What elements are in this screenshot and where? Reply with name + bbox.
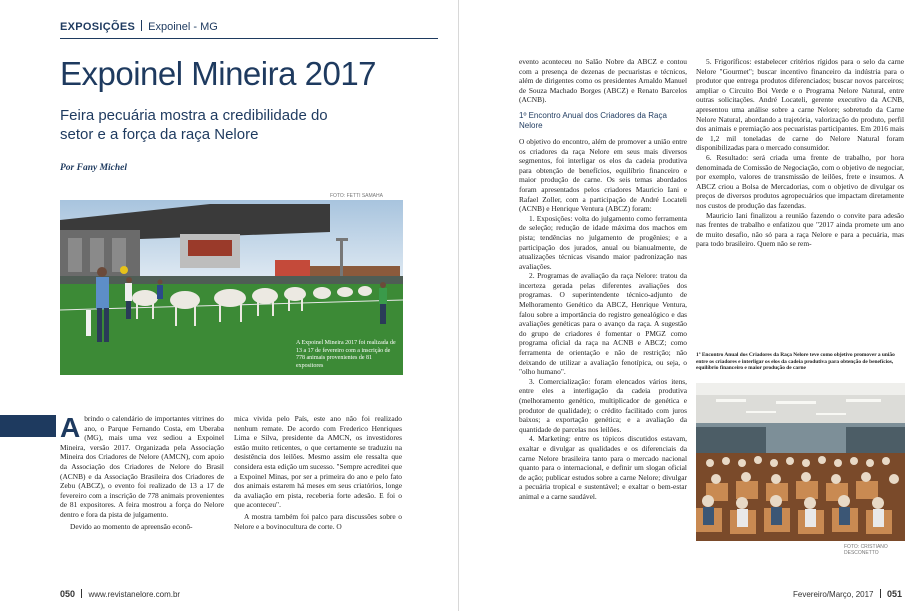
body-col4-p1: 5. Frigoríficos: estabelecer critérios rígidos para o selo da carne Nelore "Gourmet"; buscar incentivo financeiro da indústria para o produtor que entrega produtos diferenciados; buscar novos parceiros; ampliar o Circuito Boi Verde e o Programa Nelore Natural, entre outras solicitações. André Locateli, gerente executivo da ACNB, apresentou uma análise sobre a carne Nelore; sobretudo da Carne Nelore Natural, abordando a trajetória, valorização do produto, perfil dos animais e premiação aos pecuaristas participantes. Em 2016 mais de 1,2 mil toneladas de carne do Nelore Natural foram disponibilizadas para o mercado consumidor. (696, 57, 904, 153)
photo1-credit: FOTO: FETTI SAMAHA (330, 193, 383, 199)
body-col3-intro: evento aconteceu no Salão Nobre da ABCZ e contou com a presença de dezenas de pecuaristas e técnicos, além de dirigentes como os presidentes Arnaldo Manuel de Souza Machado Borges (ABCZ) e Renato Barcelos (ACNB). (519, 57, 687, 105)
section-label: EXPOSIÇÕES (60, 21, 136, 33)
body-col1-text: brindo o calendário de importantes vitrines do ano, o Parque Fernando Costa, em Uberaba (MG), mais uma vez sediou a Expoinel Mineira, versão 2017. Organizada pela Associação Mineira dos Criadores de Nelore (AMCN), com apoio da Associação dos Criadores de Nelore do Brasil (ACNB) e da Associação Brasileira dos Criadores de Zebu (ABCZ), o evento foi realizado de 13 a 17 de fevereiro com a inscrição de 778 animais provenientes de 81 expositores. A feira mostrou a força do Nelore dentro e fora da pista de julgamento. (60, 414, 224, 519)
right-page (459, 0, 920, 611)
right-footer-date: Fevereiro/Março, 2017 (793, 590, 874, 599)
body-col3-p5: 4. Marketing: entre os tópicos discutidos estavam, exaltar e divulgar as qualidades e os diferenciais da carne Nelore brasileira tanto para o mercado nacional quanto para o internacional, e definir um slogan oficial de ação; publicar estudos sobre a carne Nelore; divulgar a pecuária tropical e sustentável; e exaltar o bem-estar animal e a carne saudável. (519, 434, 687, 501)
left-page-number: 050 (60, 589, 76, 599)
right-page-number: 051 (886, 589, 902, 599)
drop-cap: A (60, 414, 81, 443)
body-col3-p4: 3. Comercialização: foram elencados vários itens, entre eles a interligação da cadeia produtiva (melhoramento genético, multiplicador de genética e produtor de qualidade); o crédito facilitado com juros baixos; a exportação genética; e a avaliação da quantidade de parcelas nos leilões. (519, 376, 687, 434)
left-page (0, 0, 459, 611)
section-heading: 1º Encontro Anual dos Criadores da Raça Nelore (519, 110, 667, 130)
body-column-2 (234, 414, 402, 564)
photo1-caption: A Expoinel Mineira 2017 foi realizada de 13 a 17 de fevereiro com a inscrição de 778 animais provenientes de 81 expositores (296, 340, 396, 369)
header-rule (60, 38, 438, 39)
body-col3-p3: 2. Programas de avaliação da raça Nelore: tratou da incerteza gerada pelas diferentes avaliações dos programas. O superintendente técnico-adjunto de Melhoramento Genético da ABCZ, Henrique Ventura, falou sobre a importância do registro genealógico e das avaliações genéticas para o avanço da raça. A sugestão do grupo de criadores é fomentar o PMGZ como programa oficial da raça na ACNB e ABCZ; como ferramenta de orientação e não de restrição; não deixando de utilizar a avaliação fenotípica, ou seja, o "olho humano". (519, 271, 687, 377)
left-footer (60, 589, 180, 599)
article-author: Por Fany Michel (60, 163, 128, 173)
left-footer-url: www.revistanelore.com.br (88, 590, 181, 599)
cattle-arena-photo (60, 200, 403, 375)
body-column-3 (519, 57, 687, 551)
body-col3-p1: O objetivo do encontro, além de promover a união entre os criadores da raça Nelore em seus mais diversos segmentos, foi interligar os elos da cadeia produtiva para obtenção de benefícios, equilíbrio financeiro e maior produção de carne. Os seis temas abordados foram apresentados pelos criadores Mauricio Iani e Rafael Zoller, com a participação de André Locateli (ACNB) e Henrique Ventura (ABCZ) foram: (519, 136, 687, 214)
body-column-4 (696, 57, 904, 327)
body-col3-p2: 1. Exposições: volta do julgamento como ferramenta de seleção; redução de idade máxima dos machos em pista; tendências no julgamento de progênies; e a participação dos jurados, anual ou bianualmente, de atualizações técnicas visando maior padronização nas avaliações. (519, 213, 687, 271)
article-subtitle: Feira pecuária mostra a credibilidade do setor e a força da raça Nelore (60, 107, 328, 143)
section-divider (141, 20, 142, 31)
subsection-label: Expoinel - MG (148, 21, 218, 33)
body-col1-cont: Devido ao momento de apreensão econô- (70, 521, 193, 531)
body-col2-text: mica vivida pelo País, este ano não foi realizado nenhum remate. De acordo com Frederico Henriques Lima e Silva, presidente da AMCN, os investidores estão muito reticentes, o que certamente se traduziu na desistência dos leilões. Mesmo assim ele ressalta que considera esta edição um sucesso. "Sempre acreditei que a Expoinel Minas, por ser a primeira do ano e pelo fato dos animais estarem há meses em seus criatórios, longe da avaliação em pista, receberia forte adesão. E foi o que aconteceu". (234, 414, 402, 510)
meeting-audience-photo (696, 383, 905, 541)
body-col2-cont: A mostra também foi palco para discussões sobre o Nelore e a bovinocultura de corte. O (234, 511, 402, 531)
article-title: Expoinel Mineira 2017 (60, 55, 377, 92)
section-header (60, 20, 218, 33)
body-col4-p3: Mauricio Iani finalizou a reunião fazendo o convite para adesão nas frentes de trabalho e enfatizou que "2017 ainda promete um ano de muito desafio, não só para a raça Nelore e para a pecuária, mas para todo brasileiro. Quem não se rem- (696, 210, 904, 249)
body-column-1 (60, 414, 224, 564)
photo2-caption: 1º Encontro Anual dos Criadores da Raça Nelore teve como objetivo promover a união entre os criadores e interligar os elos da cadeia produtiva para obtenção de benefícios, equilíbrio financeiro e maior produção de carne (696, 352, 895, 372)
footer-divider-right (880, 589, 881, 598)
body-col4-p2: 6. Resultado: será criada uma frente de trabalho, por hora denominada de Comissão de Negociação, com o objetivo de negociar, por exemplo, valores de transmissão de leilões, frete e insumos. A ABCZ criou a Bolsa de Mercadorias, com o objetivo de divulgar os preços de diversos produtos agropecuários que impactam diretamente nos custos de produção das fazendas. (696, 152, 904, 210)
right-footer (793, 589, 902, 599)
footer-divider (81, 589, 82, 598)
accent-bar (0, 415, 56, 437)
photo2-credit: FOTO: CRISTIANO DESCONETTO (844, 544, 888, 556)
